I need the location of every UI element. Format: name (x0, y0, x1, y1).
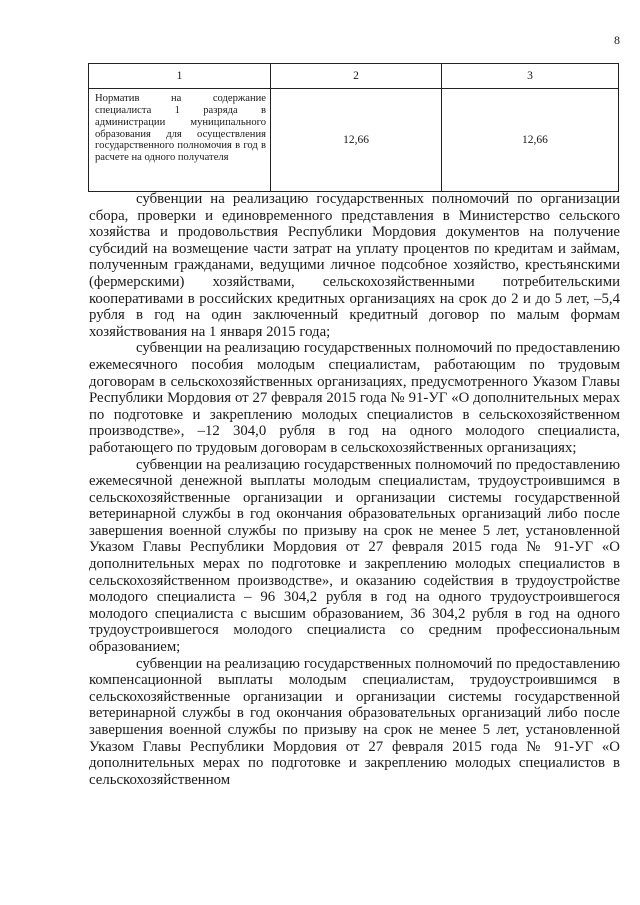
table-header-row (89, 64, 619, 89)
paragraph-subsidy-credit: субвенции на реализацию государственных полномочий по организации сбора, проверки и единовременного представления в Министерство сельского хозяйства и продовольствия Республики Мордовия документов на получение субсидий на возмещение части затрат на уплату процентов по кредитам и займам, полученным гражданами, ведущими личное подсобное хозяйство, крестьянскими (фермерскими) хозяйствами, сельскохозяйственными потребительскими кооперативами в российских кредитных организациях на срок до 2 и до 5 лет, –5,4 рубля в год на один заключенный кредитный договор по малым формам хозяйствования на 1 января 2015 года; (89, 191, 620, 340)
table-cell-value-2: 12,66 (271, 89, 442, 192)
paragraph-monthly-payment: субвенции на реализацию государственных полномочий по предоставлению ежемесячной денежной выплаты молодым специалистам, трудоустроившимся в сельскохозяйственные организации и организации системы государственной ветеринарной службы в год окончания образовательных организаций либо после завершения военной службы по призыву на срок не менее 5 лет, установленной Указом Главы Республики Мордовия от 27 февраля 2015 года № 91-УГ «О дополнительных мерах по подготовке и закреплению молодых специалистов в сельскохозяйственном производстве», и оказанию содействия в трудоустройстве молодого специалиста – 96 304,2 рубля в год на одного трудоустроившегося молодого специалиста с высшим образованием, 36 304,2 рубля в год на одного трудоустроившегося молодого специалиста со средним профессиональным образованием; (89, 456, 620, 656)
norms-table (88, 63, 619, 192)
table-header-col-1: 1 (89, 64, 271, 89)
table-cell-value-3: 12,66 (442, 89, 619, 192)
table-header-col-3: 3 (442, 64, 619, 89)
table-cell-description: Норматив на содержание специалиста 1 разряда в администрации муниципального образования для осуществления государственного полномочия в год в расчете на одного получателя (89, 89, 271, 192)
document-body (89, 191, 620, 788)
table-header-col-2: 2 (271, 64, 442, 89)
table-row (89, 89, 619, 192)
paragraph-compensation-payment: субвенции на реализацию государственных полномочий по предоставлению компенсационной выплаты молодым специалистам, трудоустроившимся в сельскохозяйственные организации и организации системы государственной ветеринарной службы в год окончания образовательных организаций либо после завершения военной службы по призыву на срок не менее 5 лет, установленной Указом Главы Республики Мордовия от 27 февраля 2015 года № 91-УГ «О дополнительных мерах по подготовке и закреплению молодых специалистов в сельскохозяйственном (89, 655, 620, 788)
page-number: 8 (614, 33, 620, 47)
paragraph-monthly-allowance: субвенции на реализацию государственных полномочий по предоставлению ежемесячного пособия молодым специалистам, работающим по трудовым договорам в сельскохозяйственных организациях, предусмотренного Указом Главы Республики Мордовия от 27 февраля 2015 года № 91-УГ «О дополнительных мерах по подготовке и закреплению молодых специалистов в сельскохозяйственном производстве», –12 304,0 рубля в год на одного молодого специалиста, работающего по трудовым договорам в сельскохозяйственных организациях; (89, 340, 620, 456)
